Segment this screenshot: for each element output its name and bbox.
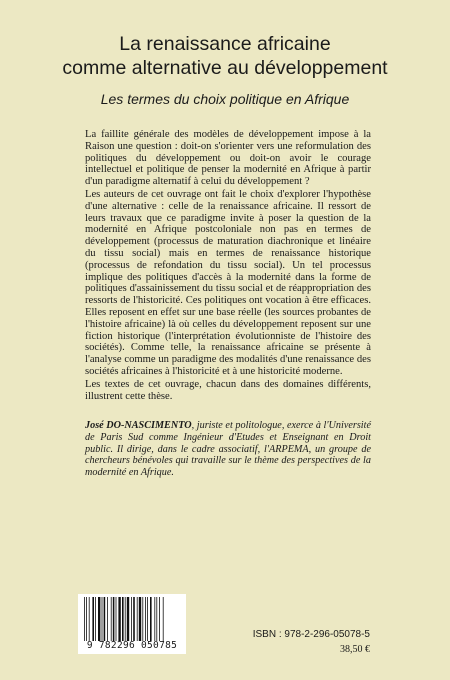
- blurb-paragraph-2: Les auteurs de cet ouvrage ont fait le choix d'explorer l'hypothèse d'une alternative : celle de la renaissance africaine. Il ressort de leurs travaux que ce paradigme invite à poser la question de la modernité en Afrique postcoloniale non pas en termes de développement (processus de maturation diachronique et linéaire du tissu social) mais en termes de renaissance historique (processus de refondation du tissu social). Un tel processus implique des politiques d'accès à la modernité dans la forme de politiques d'assainissement du tissu social et de réappropriation des ressorts de l'historicité. Ces politiques ont vocation à être efficaces. Elles reposent en effet sur une base réelle (les sources probantes de l'histoire africaine) là où celles du développement reposent sur une fiction historique (l'interprétation évolutionniste de l'histoire des sociétés). Comme telle, la renaissance africaine se présente à l'analyse comme un paradigme des modalités d'une renaissance des sociétés africaines à l'historicité et à une historicité moderne.: [85, 188, 371, 377]
- barcode-bar: [154, 597, 155, 641]
- title-line-1: La renaissance africaine: [119, 33, 331, 55]
- barcode-bar: [107, 597, 108, 641]
- barcode-bar: [104, 597, 106, 641]
- barcode: [78, 594, 186, 654]
- barcode-bar: [84, 597, 85, 641]
- author-name: José DO-NASCIMENTO: [85, 420, 192, 431]
- author-bio-text: , juriste et politologue, exerce à l'Université de Paris Sud comme Ingénieur d'Etudes et Enseignant en Droit public. Il dirige, dans le cadre associatif, l'ARPEMA, un groupe de chercheurs bénévoles qui travaille sur le thème des perspectives de la modernité en Afrique.: [85, 420, 371, 479]
- book-subtitle: Les termes du choix politique en Afrique: [100, 91, 350, 107]
- barcode-bar: [145, 597, 146, 641]
- barcode-bar: [122, 597, 124, 641]
- barcode-digits: 9 782296 050785: [86, 640, 178, 651]
- barcode-bar: [116, 597, 117, 641]
- barcode-bar: [163, 597, 164, 641]
- blurb-paragraph-3: Les textes de cet ouvrage, chacun dans des domaines différents, illustrent cette thèse.: [85, 378, 371, 402]
- barcode-bar: [111, 597, 112, 641]
- barcode-bars: [82, 597, 182, 641]
- barcode-bar: [113, 597, 115, 641]
- barcode-bar: [95, 597, 96, 641]
- barcode-bar: [137, 597, 138, 641]
- barcode-bar: [142, 597, 143, 641]
- author-bio: [85, 420, 371, 479]
- barcode-bar: [133, 597, 135, 641]
- blurb-text: [85, 129, 371, 403]
- barcode-bar: [98, 597, 100, 641]
- title-line-2: comme alternative au développement: [62, 57, 388, 79]
- barcode-bar: [131, 597, 132, 641]
- barcode-bar: [139, 597, 141, 641]
- barcode-bar: [92, 597, 94, 641]
- isbn: ISBN : 978-2-296-05078-5: [252, 629, 370, 640]
- blurb-paragraph-1: La faillite générale des modèles de développement impose à la Raison une question : doit-on s'orienter vers une reformulation des politiques du développement ou doit-on avoir le courage intellectuel et politique de penser la modernité en Afrique à partir d'un paradigme alternatif à celui du développement ?: [85, 129, 371, 188]
- barcode-bar: [125, 597, 126, 641]
- price: 38,50 €: [340, 644, 370, 655]
- barcode-bar: [89, 597, 90, 641]
- barcode-bar: [150, 597, 152, 641]
- barcode-bar: [159, 597, 160, 641]
- barcode-bar: [118, 597, 120, 641]
- book-title: [0, 32, 450, 80]
- barcode-bar: [102, 597, 103, 641]
- barcode-bar: [127, 597, 129, 641]
- barcode-bar: [86, 597, 87, 641]
- barcode-bar: [147, 597, 148, 641]
- barcode-bar: [156, 597, 157, 641]
